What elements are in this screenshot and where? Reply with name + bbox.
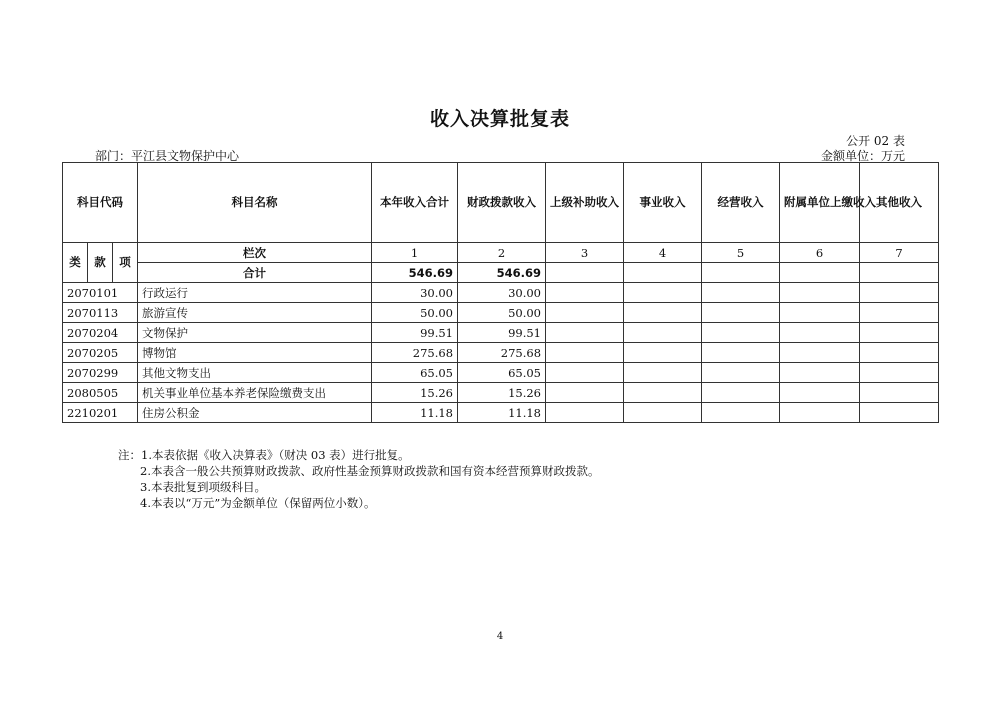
fiscal-income-cell: 15.26: [458, 383, 546, 403]
empty-cell: [780, 383, 860, 403]
empty-cell: [860, 343, 939, 363]
empty-cell: [702, 323, 780, 343]
header-lei: 类: [63, 243, 88, 283]
column-number: 1: [372, 243, 458, 263]
header-code-group: 科目代码: [63, 163, 138, 243]
empty-cell: [546, 263, 624, 283]
name-cell: 其他文物支出: [138, 363, 372, 383]
name-cell: 旅游宣传: [138, 303, 372, 323]
unit-label: 金额单位：万元: [820, 149, 905, 163]
name-cell: 机关事业单位基本养老保险缴费支出: [138, 383, 372, 403]
note-line: 3.本表批复到项级科目。: [140, 480, 266, 494]
total-income-cell: 15.26: [372, 383, 458, 403]
form-number: 公开 02 表: [846, 134, 905, 148]
fiscal-income-cell: 275.68: [458, 343, 546, 363]
code-cell: 2070101: [63, 283, 138, 303]
header-row: [63, 163, 939, 243]
empty-cell: [860, 363, 939, 383]
header-business: 事业收入: [624, 163, 702, 243]
code-cell: 2070113: [63, 303, 138, 323]
code-cell: 2070204: [63, 323, 138, 343]
empty-cell: [702, 383, 780, 403]
table-row: [63, 403, 939, 423]
table-row: [63, 383, 939, 403]
empty-cell: [546, 303, 624, 323]
empty-cell: [546, 403, 624, 423]
name-cell: 行政运行: [138, 283, 372, 303]
header-name: 科目名称: [138, 163, 372, 243]
header-other: 其他收入: [860, 163, 939, 243]
code-cell: 2070205: [63, 343, 138, 363]
total-income-cell: 99.51: [372, 323, 458, 343]
empty-cell: [624, 303, 702, 323]
empty-cell: [780, 283, 860, 303]
income-table: [62, 162, 939, 423]
total-income-cell: 50.00: [372, 303, 458, 323]
table-row: [63, 343, 939, 363]
column-number: 5: [702, 243, 780, 263]
empty-cell: [702, 263, 780, 283]
empty-cell: [780, 343, 860, 363]
header-upper: 上级补助收入: [546, 163, 624, 243]
total-income-cell: 30.00: [372, 283, 458, 303]
empty-cell: [702, 283, 780, 303]
total-income-cell: 546.69: [372, 263, 458, 283]
total-income-cell: 275.68: [372, 343, 458, 363]
header-xiang: 项: [113, 243, 138, 283]
note-line: 4.本表以“万元”为金额单位（保留两位小数）。: [140, 496, 376, 510]
total-row: [63, 263, 939, 283]
column-number-label: 栏次: [138, 243, 372, 263]
empty-cell: [546, 323, 624, 343]
empty-cell: [780, 303, 860, 323]
name-cell: 博物馆: [138, 343, 372, 363]
column-number: 7: [860, 243, 939, 263]
empty-cell: [546, 383, 624, 403]
empty-cell: [702, 403, 780, 423]
empty-cell: [780, 403, 860, 423]
header-total: 本年收入合计: [372, 163, 458, 243]
total-fiscal-cell: 546.69: [458, 263, 546, 283]
header-fiscal: 财政拨款收入: [458, 163, 546, 243]
code-cell: 2080505: [63, 383, 138, 403]
name-cell: 文物保护: [138, 323, 372, 343]
total-label: 合计: [138, 263, 372, 283]
table-row: [63, 303, 939, 323]
empty-cell: [860, 303, 939, 323]
department-label: 部门：平江县文物保护中心: [95, 149, 240, 163]
note-line: 2.本表含一般公共预算财政拨款、政府性基金预算财政拨款和国有资本经营预算财政拨款。: [140, 464, 600, 478]
notes: [118, 447, 599, 511]
total-income-cell: 11.18: [372, 403, 458, 423]
empty-cell: [546, 283, 624, 303]
header-kuan: 款: [88, 243, 113, 283]
header-affiliated: 附属单位上缴收入: [780, 163, 860, 243]
column-number: 6: [780, 243, 860, 263]
empty-cell: [624, 343, 702, 363]
fiscal-income-cell: 50.00: [458, 303, 546, 323]
page-title: 收入决算批复表: [429, 108, 570, 130]
fiscal-income-cell: 99.51: [458, 323, 546, 343]
empty-cell: [860, 383, 939, 403]
empty-cell: [702, 343, 780, 363]
table-row: [63, 283, 939, 303]
empty-cell: [546, 363, 624, 383]
empty-cell: [780, 363, 860, 383]
table-row: [63, 363, 939, 383]
code-cell: 2210201: [63, 403, 138, 423]
fiscal-income-cell: 11.18: [458, 403, 546, 423]
column-number-row: [63, 243, 939, 263]
empty-cell: [624, 323, 702, 343]
empty-cell: [860, 403, 939, 423]
code-cell: 2070299: [63, 363, 138, 383]
empty-cell: [702, 303, 780, 323]
column-number: 3: [546, 243, 624, 263]
column-number: 2: [458, 243, 546, 263]
empty-cell: [780, 263, 860, 283]
empty-cell: [780, 323, 860, 343]
empty-cell: [624, 263, 702, 283]
empty-cell: [860, 263, 939, 283]
column-number: 4: [624, 243, 702, 263]
empty-cell: [860, 323, 939, 343]
page-number: 4: [496, 631, 504, 642]
empty-cell: [860, 283, 939, 303]
fiscal-income-cell: 65.05: [458, 363, 546, 383]
fiscal-income-cell: 30.00: [458, 283, 546, 303]
note-line: 注：1.本表依据《收入决算表》（财决 03 表）进行批复。: [118, 448, 410, 462]
empty-cell: [624, 383, 702, 403]
table-row: [63, 323, 939, 343]
empty-cell: [702, 363, 780, 383]
empty-cell: [624, 403, 702, 423]
name-cell: 住房公积金: [138, 403, 372, 423]
data-rows: [63, 283, 939, 423]
empty-cell: [546, 343, 624, 363]
empty-cell: [624, 363, 702, 383]
total-income-cell: 65.05: [372, 363, 458, 383]
header-operating: 经营收入: [702, 163, 780, 243]
empty-cell: [624, 283, 702, 303]
